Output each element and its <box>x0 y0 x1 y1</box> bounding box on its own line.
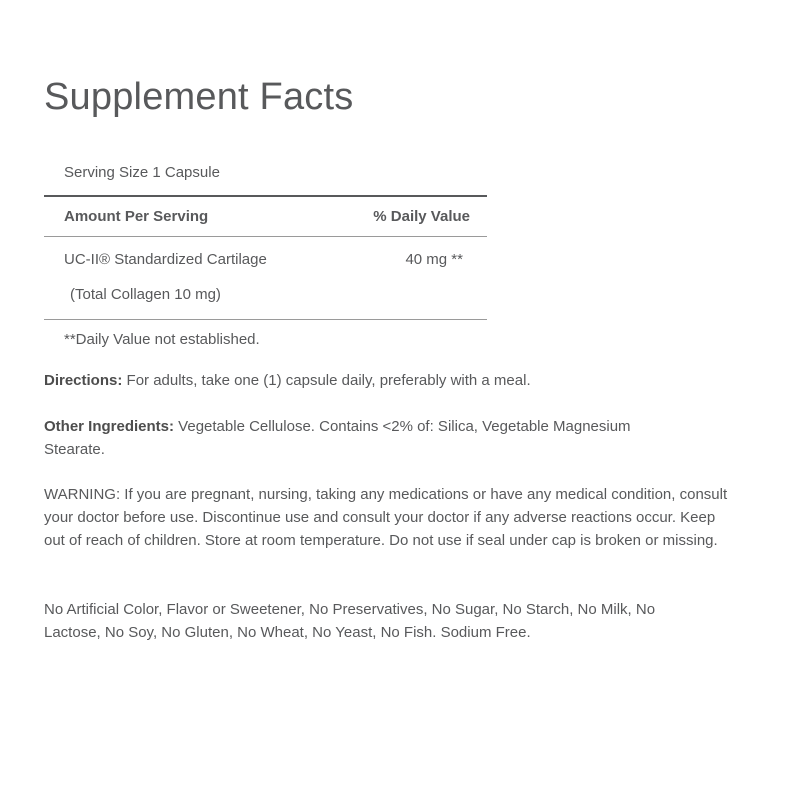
other-ingredients-block <box>44 415 669 461</box>
free-of-claims-text: No Artificial Color, Flavor or Sweetener, No Preservatives, No Sugar, No Starch, No Milk, No Lactose, No Soy, No Gluten, No Wheat, No Yeast, No Fish. Sodium Free. <box>44 601 656 641</box>
daily-value-header: % Daily Value <box>373 208 470 225</box>
directions-block <box>44 369 744 392</box>
nutrient-name: UC-II® Standardized Cartilage <box>64 251 267 268</box>
warning-text: WARNING: If you are pregnant, nursing, taking any medications or have any medical condition, consult your doctor before use. Discontinue use and consult your doctor if any adverse reactions occur. Keep out of reach of children. Store at room temperature. Do not use if seal under cap is broken or missing. <box>44 486 728 549</box>
supplement-facts-panel <box>44 163 487 350</box>
other-ingredients-text: Vegetable Cellulose. Contains <2% of: Silica, Vegetable Magnesium Stearate. <box>44 418 631 458</box>
other-ingredients-label: Other Ingredients: <box>44 418 175 435</box>
serving-size-row: Serving Size 1 Capsule <box>64 164 220 181</box>
amount-per-serving-header: Amount Per Serving <box>64 208 209 225</box>
nutrient-value: 40 mg ** <box>405 251 463 268</box>
nutrient-subtext: (Total Collagen 10 mg) <box>70 286 221 303</box>
directions-text: For adults, take one (1) capsule daily, preferably with a meal. <box>122 372 531 389</box>
directions-label: Directions: <box>44 372 123 389</box>
daily-value-footnote: **Daily Value not established. <box>64 331 260 348</box>
page-title: Supplement Facts <box>44 76 354 118</box>
table-row <box>44 237 487 273</box>
panel-column-headers <box>44 197 487 236</box>
